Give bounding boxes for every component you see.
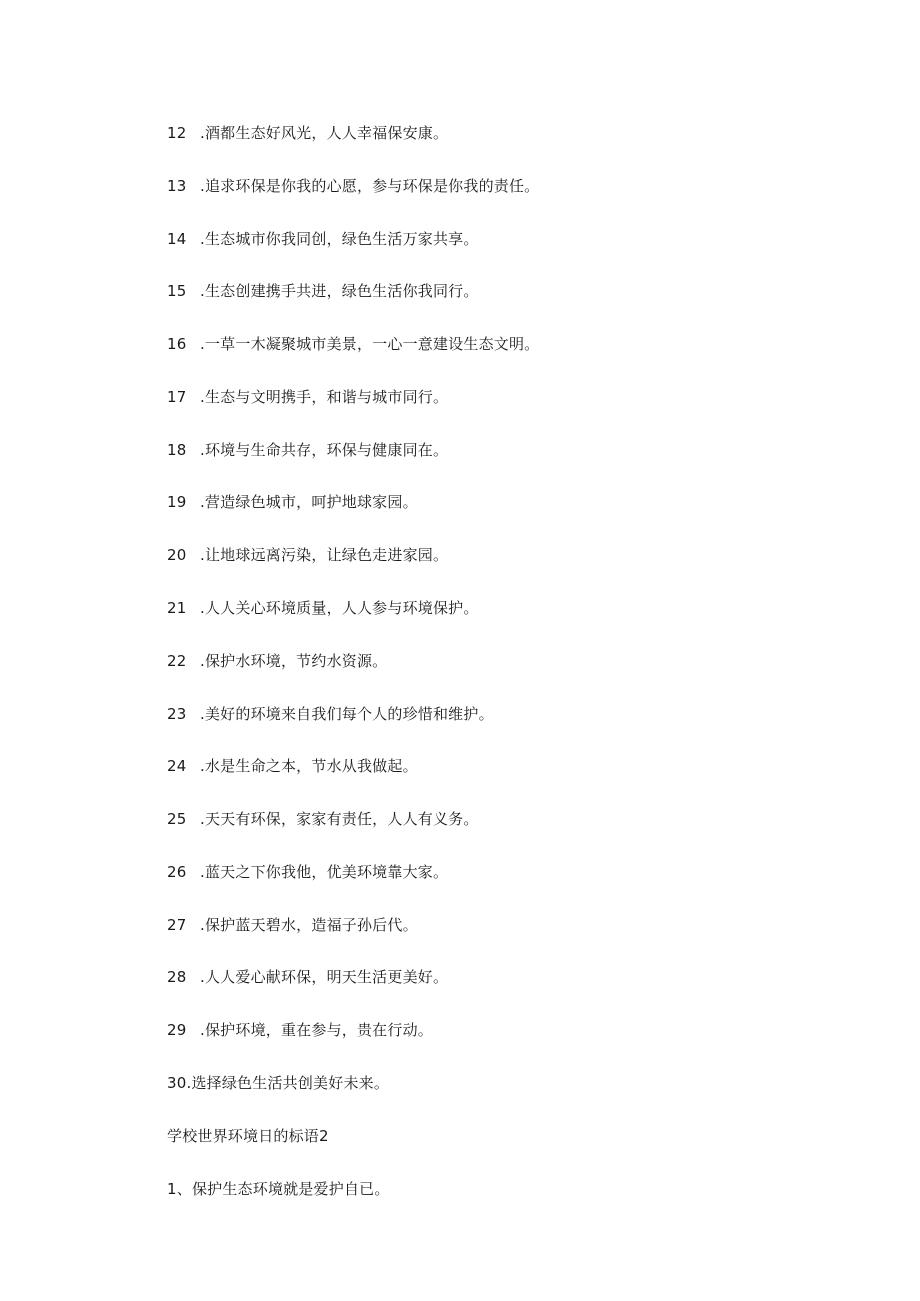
slogan-line xyxy=(167,440,448,460)
slogan-line xyxy=(167,862,448,882)
slogan-number: 28 xyxy=(167,968,187,986)
slogan-line xyxy=(167,598,479,618)
slogan-line xyxy=(167,176,539,196)
slogan-text: .保护水环境，节约水资源。 xyxy=(200,652,388,670)
slogan-number: 24 xyxy=(167,757,187,775)
slogan-text: .追求环保是你我的心愿，参与环保是你我的责任。 xyxy=(200,177,540,195)
slogan-number: 15 xyxy=(167,282,187,300)
slogan-text: .天天有环保，家家有责任，人人有义务。 xyxy=(200,810,479,828)
slogan-text: .保护蓝天碧水，造福子孙后代。 xyxy=(200,916,418,934)
slogan-line-30: 30.选择绿色生活共创美好未来。 xyxy=(167,1074,390,1092)
slogan-number: 17 xyxy=(167,388,187,406)
slogan-number: 12 xyxy=(167,124,187,142)
slogan-line xyxy=(167,492,418,512)
slogan-line xyxy=(167,967,448,987)
slogan-line xyxy=(167,809,479,829)
slogan-text: .酒都生态好风光，人人幸福保安康。 xyxy=(200,124,449,142)
slogan-text: .蓝天之下你我他，优美环境靠大家。 xyxy=(200,863,449,881)
slogan-number: 14 xyxy=(167,230,187,248)
slogan-text: .保护环境，重在参与，贵在行动。 xyxy=(200,1021,433,1039)
slogan-text: .让地球远离污染，让绿色走进家园。 xyxy=(200,546,449,564)
slogan-number: 13 xyxy=(167,177,187,195)
slogan-number: 29 xyxy=(167,1021,187,1039)
slogan-line xyxy=(167,229,479,249)
slogan-line xyxy=(167,704,494,724)
section-first-item: 1、保护生态环境就是爱护自已。 xyxy=(167,1180,390,1198)
slogan-text: .人人爱心献环保，明天生活更美好。 xyxy=(200,968,449,986)
slogan-text: .生态创建携手共进，绿色生活你我同行。 xyxy=(200,282,479,300)
slogan-number: 22 xyxy=(167,652,187,670)
section-title: 学校世界环境日的标语2 xyxy=(167,1127,329,1145)
slogan-line xyxy=(167,545,448,565)
slogan-line xyxy=(167,651,387,671)
slogan-number: 20 xyxy=(167,546,187,564)
slogan-number: 25 xyxy=(167,810,187,828)
slogan-number: 16 xyxy=(167,335,187,353)
slogan-number: 26 xyxy=(167,863,187,881)
slogan-text: .人人关心环境质量，人人参与环境保护。 xyxy=(200,599,479,617)
slogan-text: .水是生命之本，节水从我做起。 xyxy=(200,757,418,775)
slogan-line xyxy=(167,387,448,407)
slogan-text: .一草一木凝聚城市美景，一心一意建设生态文明。 xyxy=(200,335,540,353)
slogan-number: 23 xyxy=(167,705,187,723)
slogan-text: .美好的环境来自我们每个人的珍惜和维护。 xyxy=(200,705,494,723)
slogan-line xyxy=(167,1020,433,1040)
slogan-line xyxy=(167,756,418,776)
slogan-number: 18 xyxy=(167,441,187,459)
slogan-text: .营造绿色城市，呵护地球家园。 xyxy=(200,493,418,511)
slogan-number: 27 xyxy=(167,916,187,934)
slogan-text: .生态与文明携手，和谐与城市同行。 xyxy=(200,388,449,406)
slogan-line xyxy=(167,334,539,354)
slogan-text: .环境与生命共存，环保与健康同在。 xyxy=(200,441,449,459)
slogan-line xyxy=(167,281,479,301)
slogan-number: 21 xyxy=(167,599,187,617)
slogan-line xyxy=(167,123,448,143)
slogan-text: .生态城市你我同创，绿色生活万家共享。 xyxy=(200,230,479,248)
slogan-number: 19 xyxy=(167,493,187,511)
slogan-line xyxy=(167,915,418,935)
